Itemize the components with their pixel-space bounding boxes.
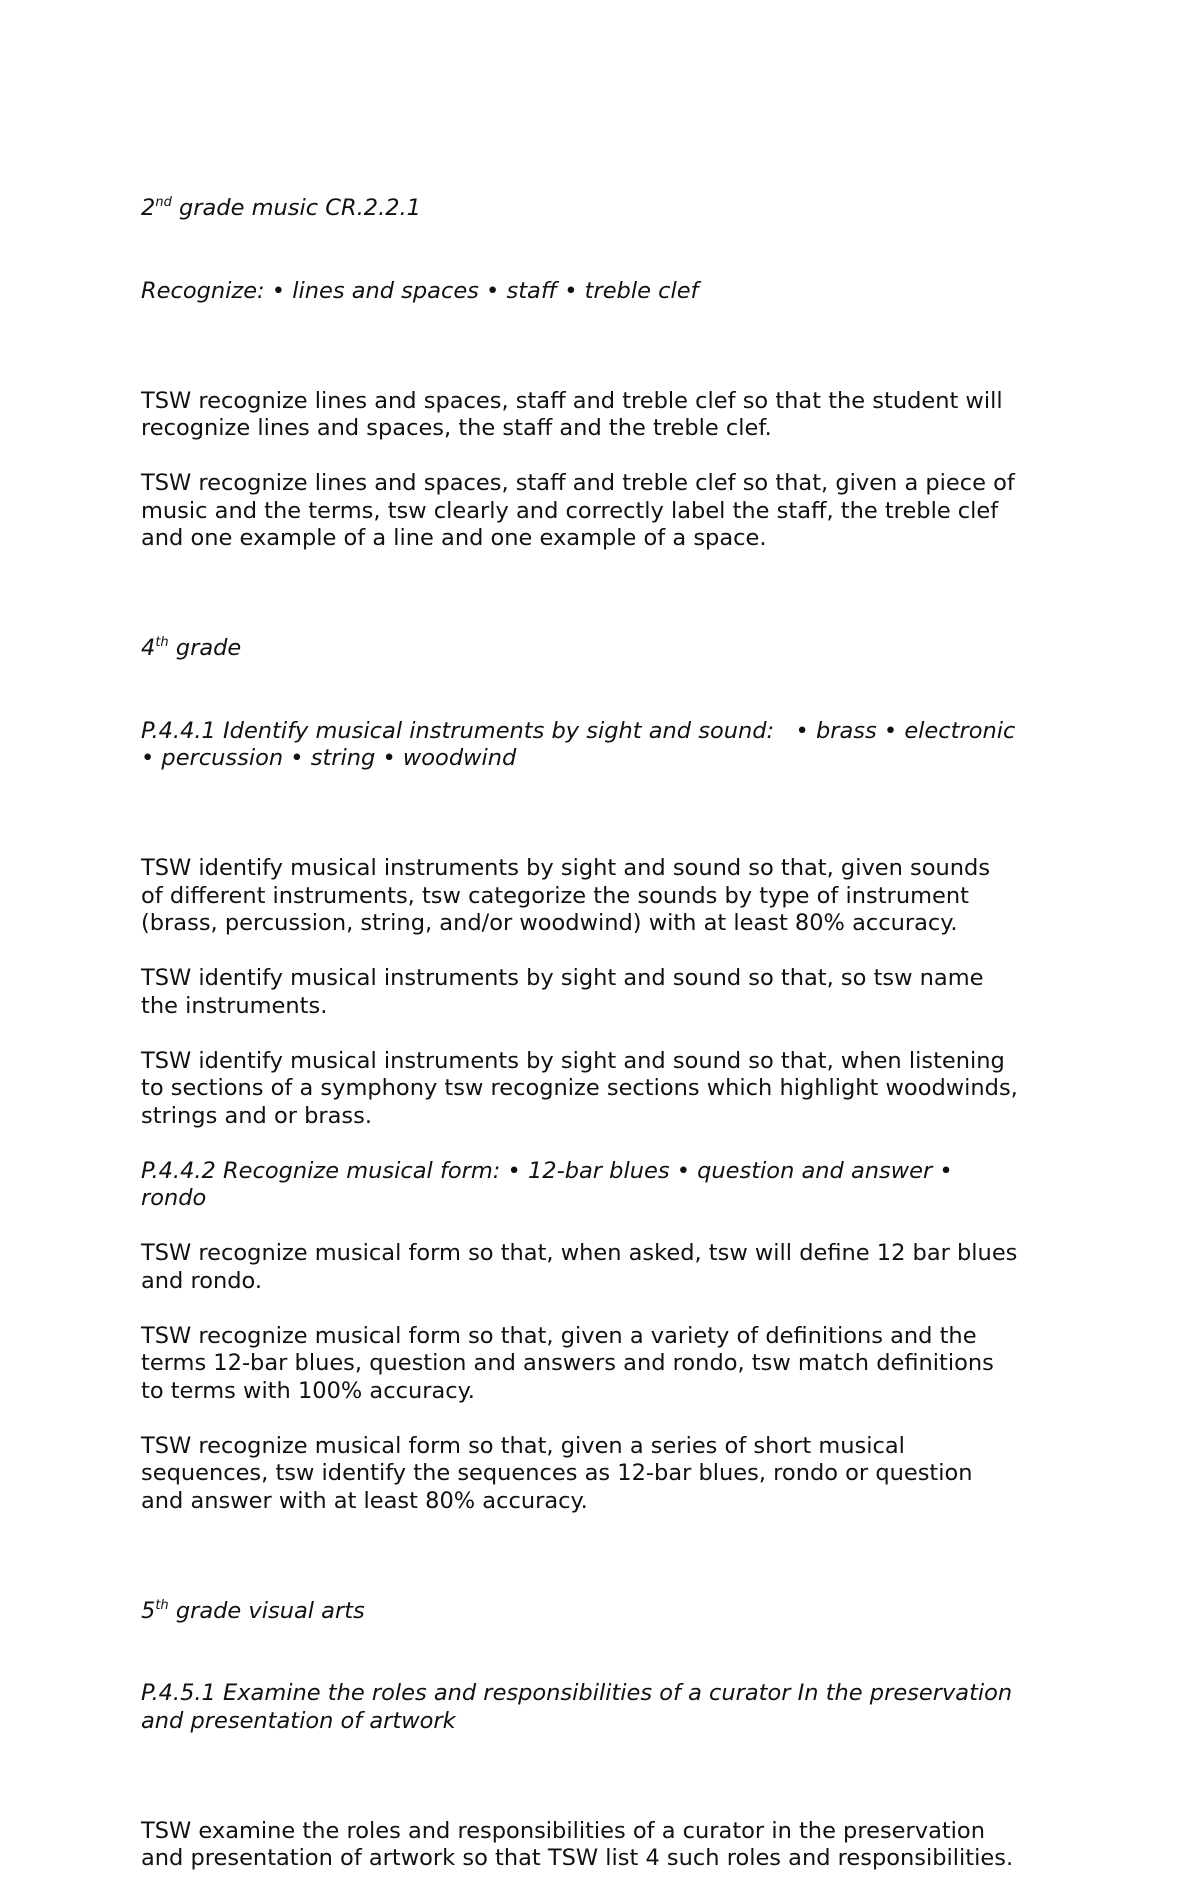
- paragraph: TSW recognize lines and spaces, staff and treble clef so that the student will recognize lines and spaces, the staff and the treble clef.: [141, 387, 1003, 441]
- paragraph: TSW identify musical instruments by sight and sound so that, when listening to sections of a symphony tsw recognize sections which highlight woodwinds, strings and or brass.: [141, 1047, 1018, 1129]
- paragraph: TSW recognize musical form so that, given a variety of definitions and the terms 12-bar blues, question and answers and rondo, tsw match definitions to terms with 100% accuracy.: [141, 1322, 994, 1404]
- paragraph: TSW identify musical instruments by sight and sound so that, so tsw name the instruments.: [141, 965, 984, 1019]
- paragraph: TSW recognize musical form so that, when asked, tsw will define 12 bar blues and rondo.: [141, 1240, 1018, 1294]
- grade4-heading: 4th grade: [141, 635, 242, 661]
- paragraph: TSW recognize musical form so that, given a series of short musical sequences, tsw identify the sequences as 12-bar blues, rondo or question and answer with at least 80% accuracy.: [141, 1432, 973, 1514]
- section-grade5-header: [141, 1543, 1071, 1791]
- grade2-heading: 2nd grade music CR.2.2.1: [141, 195, 421, 221]
- section-grade4-header: [141, 580, 1071, 828]
- section-grade2-header: [141, 140, 1071, 360]
- grade4-standard-2: P.4.4.2 Recognize musical form: • 12-bar blues • question and answer • rondo: [141, 1157, 953, 1211]
- grade2-standard: Recognize: • lines and spaces • staff • treble clef: [141, 277, 699, 304]
- document-page: [141, 140, 1071, 1900]
- grade5-heading: 5th grade visual arts: [141, 1597, 365, 1624]
- grade5-standard: P.4.5.1 Examine the roles and responsibilities of a curator In the preservation and presentation of artwork: [141, 1680, 1013, 1734]
- paragraph: TSW identify musical instruments by sight and sound so that, given sounds of different instruments, tsw categorize the sounds by type of instrument (brass, percussion, string, and/or woodwind) with at least 80% accuracy.: [141, 855, 991, 936]
- paragraph: TSW examine the roles and responsibilities of a curator in the preservation and presentation of artwork so that TSW list 4 such roles and responsibilities.: [141, 1817, 1014, 1871]
- grade4-standard-1: P.4.4.1 Identify musical instruments by sight and sound: • brass • electronic • percussion • string • woodwind: [141, 717, 1016, 771]
- paragraph: TSW recognize lines and spaces, staff and treble clef so that, given a piece of music and the terms, tsw clearly and correctly label the staff, the treble clef and one example of a line and one example of a space.: [141, 470, 1015, 551]
